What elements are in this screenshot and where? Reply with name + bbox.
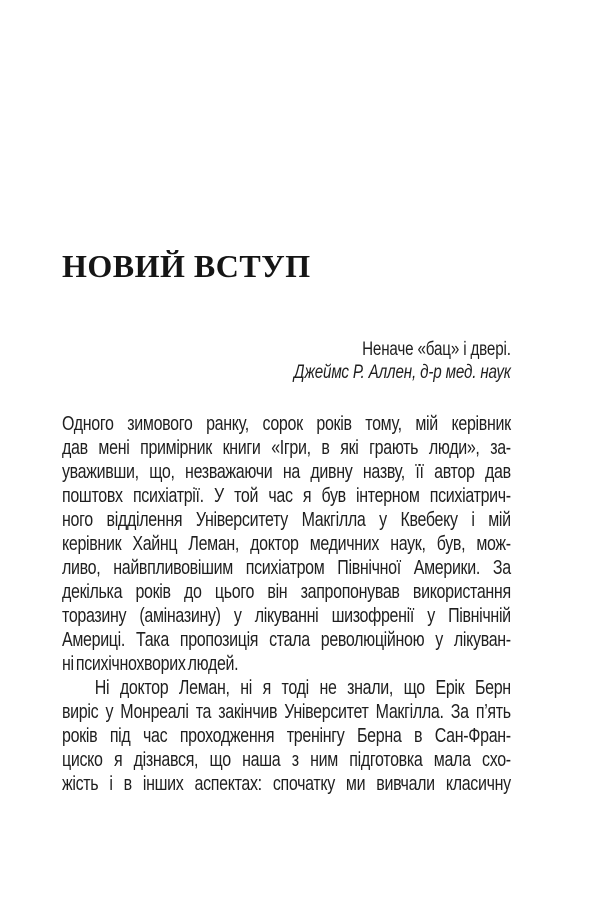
- text-line: Одного зимового ранку, сорок років тому, мій керівник: [62, 413, 511, 435]
- text-line: торазину (аміназину) у лікуванні шизофренії у Північній: [62, 605, 511, 627]
- text-line: циско я дізнався, що наша з ним підготовка мала схо-: [62, 749, 511, 771]
- chapter-title: НОВИЙ ВСТУП: [62, 248, 311, 284]
- text-line: Америці. Така пропозиція стала революційною у лікуван-: [62, 629, 511, 651]
- body-text: [62, 412, 511, 796]
- text-line: виріс у Монреалі та закінчив Університет Макгілла. За п’ять: [62, 701, 511, 723]
- page-content: [62, 338, 511, 796]
- text-line: уваживши, що, незважаючи на дивну назву, її автор дав: [62, 461, 511, 483]
- epigraph-quote: Неначе «бац» і двері.: [362, 339, 511, 360]
- text-line: ні психічнохворих людей.: [62, 653, 239, 675]
- text-line: керівник Хайнц Леман, доктор медичних наук, був, мож-: [62, 533, 511, 555]
- text-line: років під час проходження тренінгу Берна в Сан-Фран-: [62, 725, 511, 747]
- epigraph: [62, 338, 511, 384]
- text-line: ливо, найвпливовішим психіатром Північної Америки. За: [62, 557, 511, 579]
- epigraph-attribution: Джеймс Р. Аллен, д-р мед. наук: [293, 362, 511, 383]
- text-line: дав мені примірник книги «Ігри, в які грають люди», за-: [62, 437, 511, 459]
- paragraph-1: [62, 412, 511, 676]
- text-line: ного відділення Університету Макгілла у Квебеку і мій: [62, 509, 511, 531]
- text-line: жість і в інших аспектах: спочатку ми вивчали класичну: [62, 773, 511, 795]
- text-line: Ні доктор Леман, ні я тоді не знали, що Ерік Берн: [94, 677, 511, 699]
- text-line: поштовх психіатрії. У той час я був інтерном психіатрич-: [62, 485, 511, 507]
- paragraph-2: [62, 676, 511, 796]
- text-line: декілька років до цього він запропонував використання: [62, 581, 511, 603]
